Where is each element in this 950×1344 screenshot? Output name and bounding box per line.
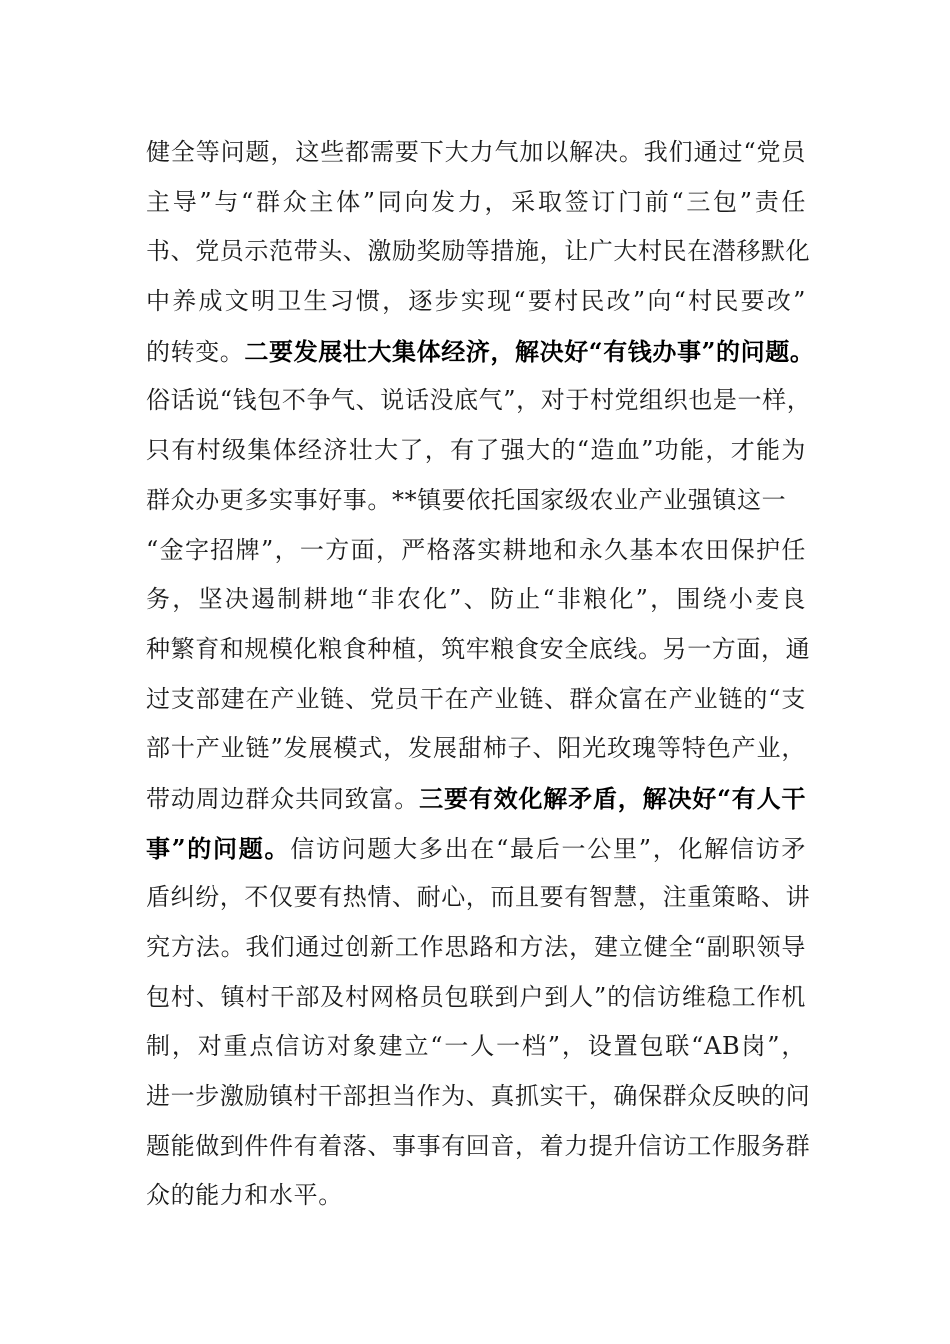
body-text: 信访问题大多出在“最后一公里”，化解信访矛 [290,834,806,863]
text-line [146,625,811,675]
text-line [146,675,806,725]
body-text: 的转变。 [146,337,245,366]
body-text: 书、党员示范带头、激励奖励等措施，让广大村民在潜移默化 [146,237,811,266]
text-line [146,724,806,774]
body-text: 中养成文明卫生习惯，逐步实现“要村民改”向“村民要改” [146,287,806,316]
body-text: 包村、镇村干部及村网格员包联到户到人”的信访维稳工作机 [146,982,806,1011]
text-line [146,128,806,178]
text-line [146,923,806,973]
body-paragraph [146,128,815,1221]
text-line [146,774,806,824]
body-text: 种繁育和规模化粮食种植，筑牢粮食安全底线。另一方面，通 [146,634,811,663]
text-line [146,1022,806,1072]
text-line [146,1171,806,1221]
body-text: 制，对重点信访对象建立“一人一档”，设置包联“AB岗”， [146,1032,806,1061]
body-text: 群众办更多实事好事。**镇要依托国家级农业产业强镇这一 [146,485,787,514]
body-text: 健全等问题，这些都需要下大力气加以解决。我们通过“党员 [146,138,806,166]
body-text: 盾纠纷，不仅要有热情、耐心，而且要有智慧，注重策略、讲 [146,883,811,912]
text-line [146,1072,811,1122]
body-text: 过支部建在产业链、党员干在产业链、群众富在产业链的“支 [146,684,806,713]
body-text: 俗话说“钱包不争气、说话没底气”，对于村党组织也是一样， [146,386,812,415]
text-line [146,178,806,228]
text-line [146,476,806,526]
text-line [146,376,812,426]
body-text: 务，坚决遏制耕地“非农化”、防止“非粮化”，围绕小麦良 [146,585,806,614]
text-line [146,973,806,1023]
body-text: 带动周边群众共同致富。 [146,784,420,813]
body-text: 主导”与“群众主体”同向发力，采取签订门前“三包”责任 [146,187,806,216]
bold-heading-text: 二要发展壮大集体经济，解决好“有钱办事”的问题。 [244,336,815,366]
text-line [146,426,806,476]
body-text: 究方法。我们通过创新工作思路和方法，建立健全“副职领导 [146,933,806,961]
text-line [146,277,806,327]
body-text: “金字招牌”，一方面，严格落实耕地和永久基本农田保护任 [146,535,806,564]
body-text: 众的能力和水平。 [146,1181,343,1210]
body-text: 进一步激励镇村干部担当作为、真抓实干，确保群众反映的问 [146,1082,811,1111]
text-line [146,873,811,923]
text-line [146,824,806,874]
body-text: 题能做到件件有着落、事事有回音，着力提升信访工作服务群 [146,1131,811,1160]
text-line [146,575,806,625]
body-text: 部十产业链”发展模式，发展甜柿子、阳光玫瑰等特色产业， [146,734,806,763]
bold-heading-text: 事”的问题。 [146,833,291,863]
text-line [146,327,815,377]
body-text: 只有村级集体经济壮大了，有了强大的“造血”功能，才能为 [146,436,806,465]
text-line [146,1122,811,1172]
text-line [146,227,811,277]
text-line [146,526,806,576]
bold-heading-text: 三要有效化解矛盾，解决好“有人干 [419,783,806,813]
